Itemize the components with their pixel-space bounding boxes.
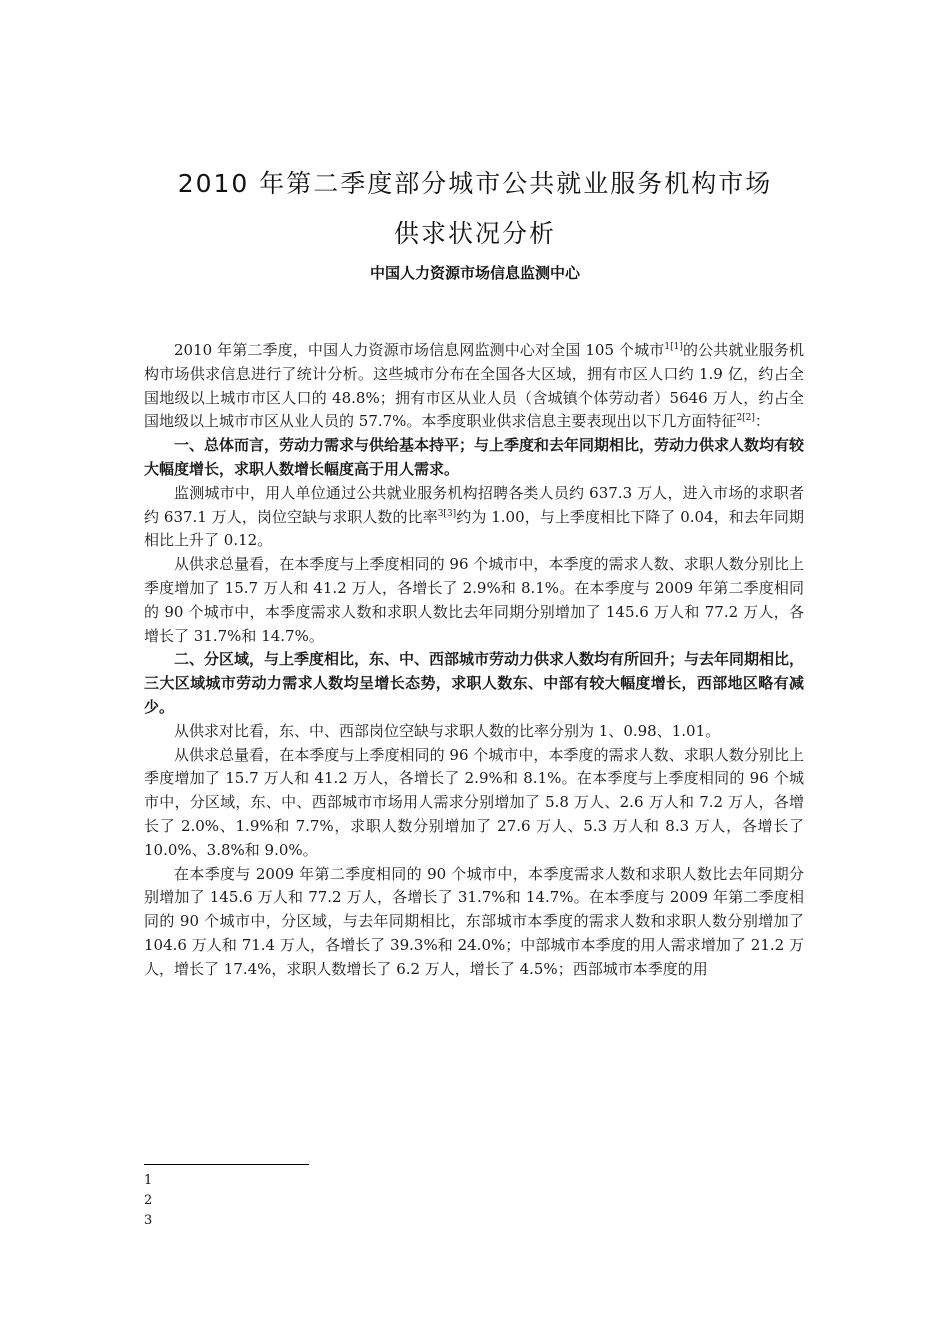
title-line-1: 2010 年第二季度部分城市公共就业服务机构市场 (177, 169, 773, 198)
body-paragraph (144, 482, 804, 553)
footnote-reference[interactable]: 2[2] (736, 413, 755, 424)
body-paragraph (144, 720, 804, 744)
paragraph-text: ： (754, 412, 770, 431)
paragraph-text: 监测城市中，用人单位通过公共就业服务机构招聘各类人员约 637.3 万人，进入市场的求职者约 637.1 万人，岗位空缺与求职人数的比率 (144, 483, 804, 526)
body-paragraph (144, 744, 804, 863)
paragraph-text: 约为 1.00，与上季度相比下降了 0.04，和去年同期相比上升了 0.12。 (144, 507, 805, 550)
title-line-2: 供求状况分析 (393, 219, 556, 248)
footnote-1: 1 (144, 1173, 153, 1188)
section-heading-paragraph (144, 648, 804, 719)
subtitle: 中国人力资源市场信息监测中心 (369, 264, 580, 282)
footnote-reference[interactable]: 1[1] (664, 342, 683, 352)
body-paragraph (144, 863, 804, 982)
footnote-separator (144, 1164, 309, 1165)
body-paragraph (144, 339, 804, 434)
footnote-3: 3 (144, 1213, 153, 1228)
paragraph-text: 从供求对比看，东、中、西部岗位空缺与求职人数的比率分别为 1、0.98、1.01。 (174, 721, 721, 740)
section-heading-paragraph (144, 434, 804, 482)
paragraph-text: 的公共就业服务机构市场供求信息进行了统计分析。这些城市分布在全国各大区域，拥有市区人口约 1.9 亿，约占全国地级以上城市市区人口的 48.8%；拥有市区从业人员（含城镇个体劳动者）5646 万人，约占全国地级以上城市市区从业人员的 57.7%。本季度职业供求信息主要表现出以下几方面特征 (144, 341, 804, 431)
paragraph-text: 从供求总量看，在本季度与上季度相同的 96 个城市中，本季度的需求人数、求职人数分别比上季度增加了 15.7 万人和 41.2 万人，各增长了 2.9%和 8.1%。在本季度与 2009 年第二季度相同的 90 个城市中，本季度需求人数和求职人数比去年同期分别增加了 145.6 万人和 77.2 万人，各增长了 31.7%和 14.7%。 (144, 555, 804, 645)
paragraph-text: 在本季度与 2009 年第二季度相同的 90 个城市中，本季度需求人数和求职人数比去年同期分别增加了 145.6 万人和 77.2 万人，各增长了 31.7%和 14.7%。在本季度与 2009 年第二季度相同的 90 个城市中，分区域，与去年同期相比，东部城市本季度的需求人数和求职人数分别增加了 104.6 万人和 71.4 万人，各增长了 39.3%和 24.0%；中部城市本季度的用人需求增加了 21.2 万人，增长了 17.4%，求职人数增长了 6.2 万人，增长了 4.5%；西部城市本季度的用 (144, 864, 804, 978)
body-paragraph (144, 553, 804, 648)
paragraph-text: 一、总体而言，劳动力需求与供给基本持平；与上季度和去年同期相比，劳动力供求人数均有较大幅度增长，求职人数增长幅度高于用人需求。 (144, 436, 805, 478)
footnote-reference[interactable]: 3[3] (437, 508, 457, 519)
paragraph-text: 二、分区域，与上季度相比，东、中、西部城市劳动力供求人数均有所回升；与去年同期相比，三大区域城市劳动力需求人数均呈增长态势，求职人数东、中部有较大幅度增长，西部地区略有减少。 (144, 650, 805, 716)
footnote-2: 2 (144, 1193, 153, 1208)
paragraph-text: 2010 年第二季度，中国人力资源市场信息网监测中心对全国 105 个城市 (174, 341, 665, 359)
document-body (144, 339, 804, 982)
paragraph-text: 从供求总量看，在本季度与上季度相同的 96 个城市中，本季度的需求人数、求职人数分别比上季度增加了 15.7 万人和 41.2 万人，各增长了 2.9%和 8.1%。在本季度与上季度相同的 96 个城市中，分区域，东、中、西部城市市场用人需求分别增加了 5.8 万人、2.6 万人和 7.2 万人，各增长了 2.0%、1.9%和 7.7%，求职人数分别增加了 27.6 万人、5.3 万人和 8.3 万人，各增长了 10.0%、3.8%和 9.0%。 (144, 745, 804, 859)
